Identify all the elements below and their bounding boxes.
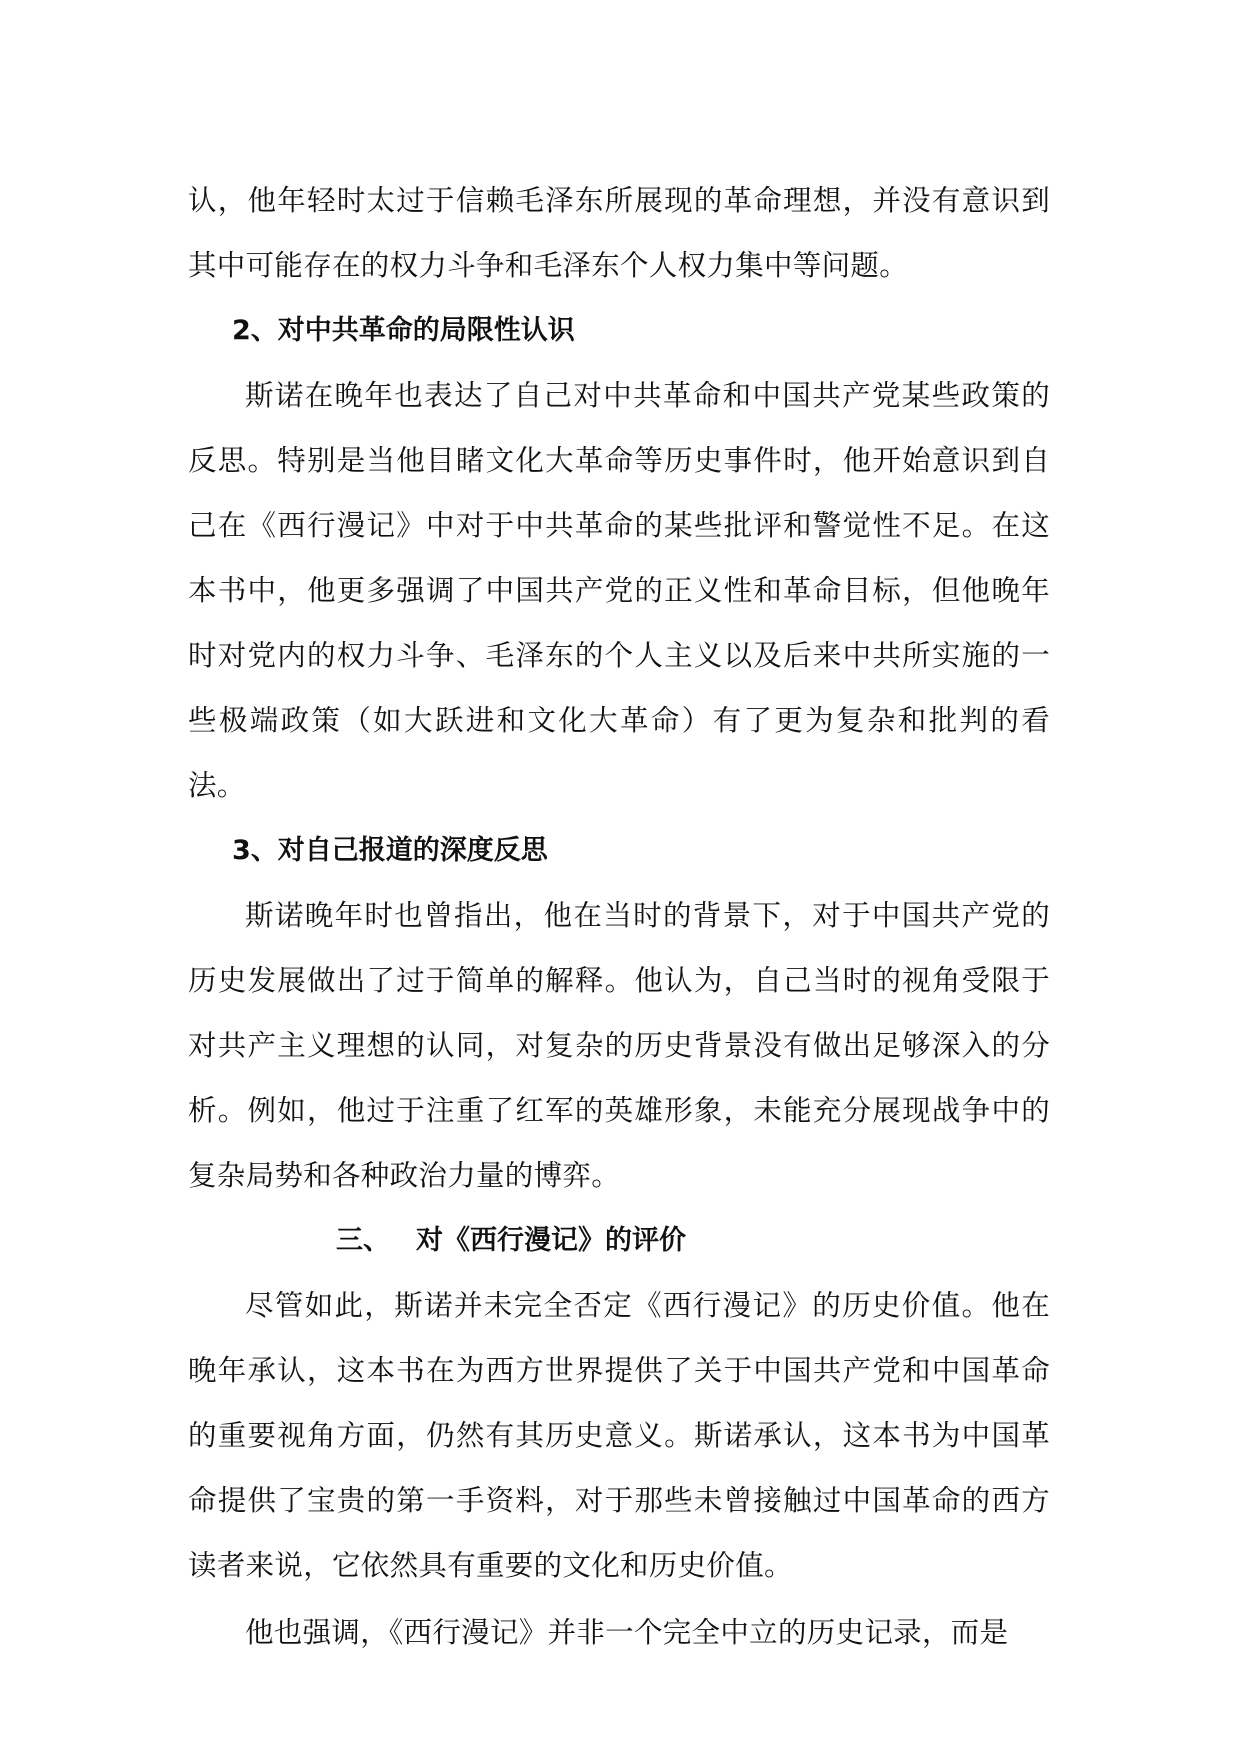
section-title: 对《西行漫记》的评价 [416,1225,686,1256]
paragraph-reflection-policies: 斯诺在晚年也表达了自己对中共革命和中国共产党某些政策的反思。特别是当他目睹文化大革命等历史事件时，他开始意识到自己在《西行漫记》中对于中共革命的某些批评和警觉性不足。在这本书中，他更多强调了中国共产党的正义性和革命目标，但他晚年时对党内的权力斗争、毛泽东的个人主义以及后来中共所实施的一些极端政策（如大跃进和文化大革命）有了更为复杂和批判的看法。 [188,379,1050,802]
paragraph-reporting-reflection: 斯诺晚年时也曾指出，他在当时的背景下，对于中国共产党的历史发展做出了过于简单的解释。他认为，自己当时的视角受限于对共产主义理想的认同，对复杂的历史背景没有做出足够深入的分析。例如，他过于注重了红军的英雄形象，未能充分展现战争中的复杂局势和各种政治力量的博弈。 [188,899,1050,1192]
section-heading-evaluation [188,1208,1050,1273]
document-body [188,168,1050,1665]
section-number: 三、 [336,1225,390,1256]
paragraph-not-neutral: 他也强调，《西行漫记》并非一个完全中立的历史记录，而是 [245,1616,1009,1649]
paragraph-continuation: 认，他年轻时太过于信赖毛泽东所展现的革命理想，并没有意识到其中可能存在的权力斗争和毛泽东个人权力集中等问题。 [188,184,1050,282]
subheading-limitations: 2、对中共革命的局限性认识 [232,315,575,346]
subheading-self-reflection: 3、对自己报道的深度反思 [232,835,548,866]
paragraph-historical-value: 尽管如此，斯诺并未完全否定《西行漫记》的历史价值。他在晚年承认，这本书在为西方世界提供了关于中国共产党和中国革命的重要视角方面，仍然有其历史意义。斯诺承认，这本书为中国革命提供了宝贵的第一手资料，对于那些未曾接触过中国革命的西方读者来说，它依然具有重要的文化和历史价值。 [188,1289,1050,1582]
